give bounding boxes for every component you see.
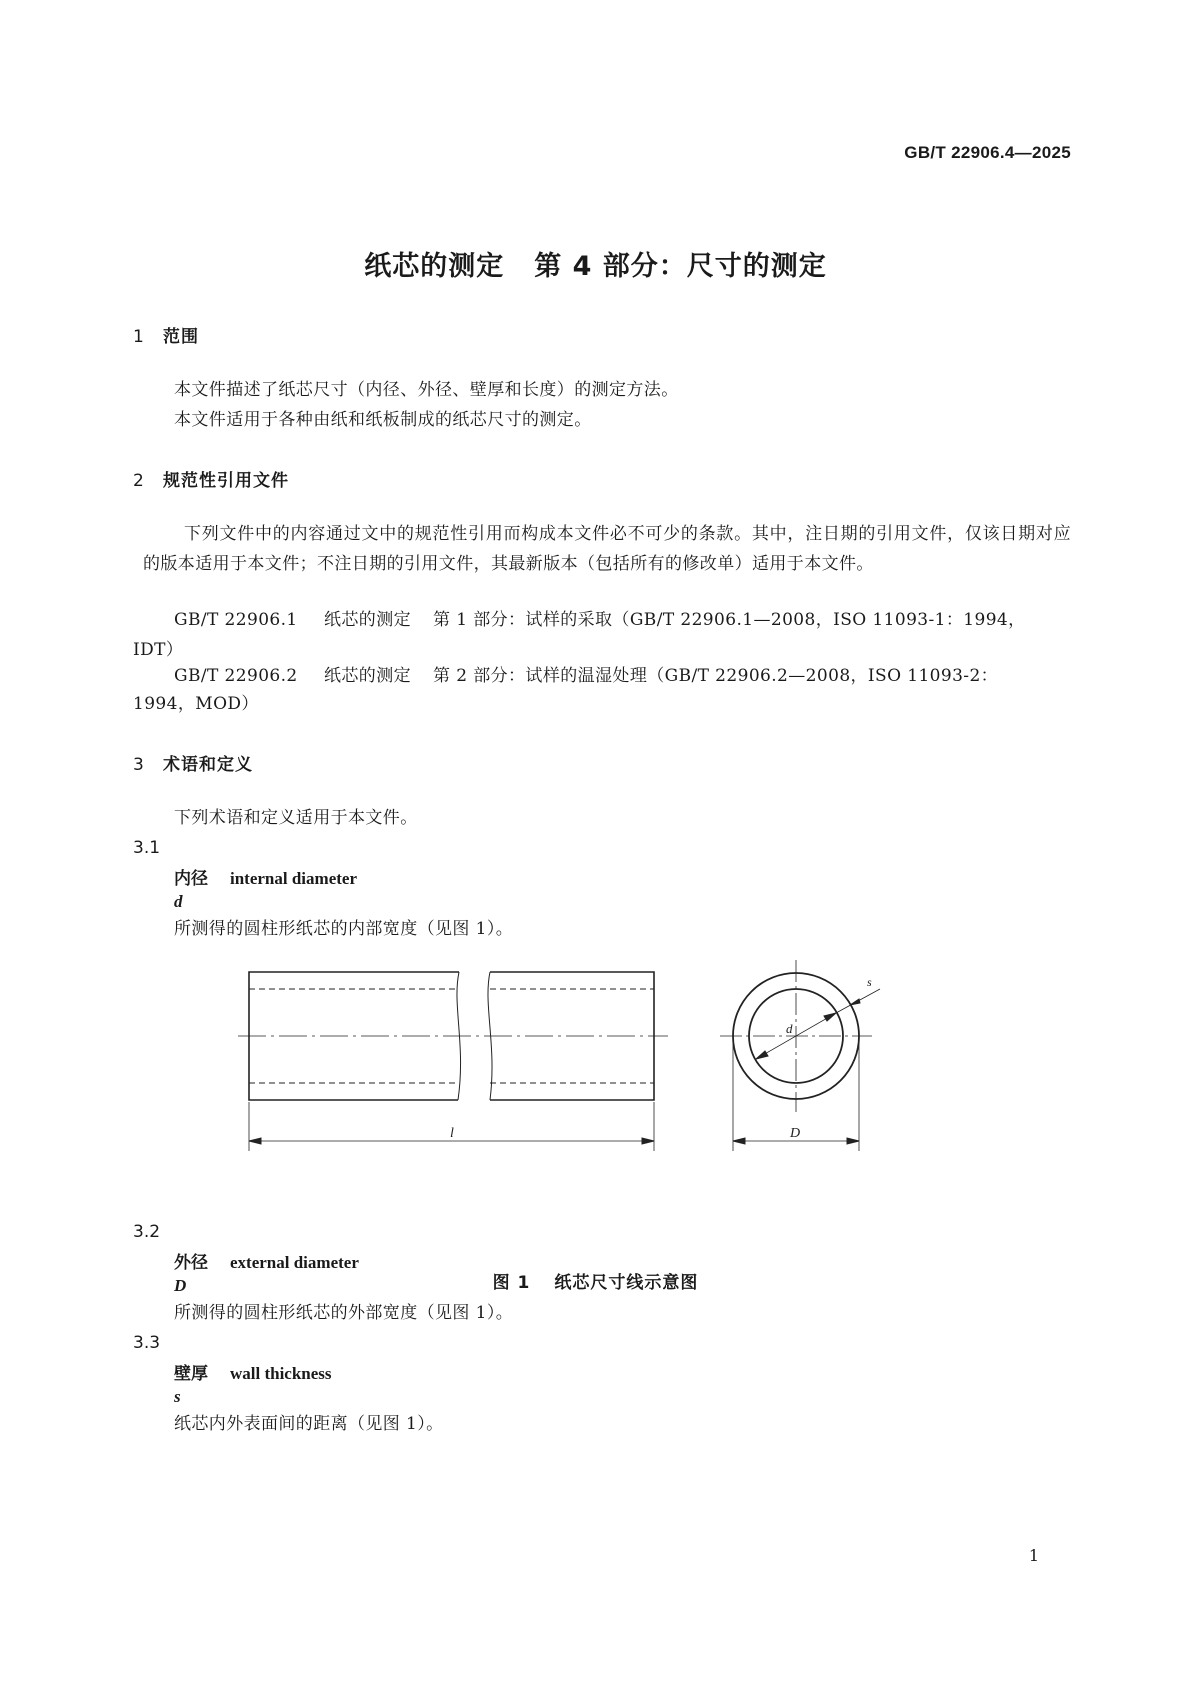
reference-part: 第 2 部分：试样的温湿处理（GB/T 22906.2—2008，ISO 11093-2： <box>433 666 999 686</box>
figure-label: 图 1 <box>492 1273 531 1293</box>
section-number: 2 <box>133 471 145 491</box>
term-symbol: s <box>174 1387 181 1406</box>
term-3-1 <box>174 864 357 889</box>
reference-title: 纸芯的测定 <box>324 666 411 686</box>
term-definition: 所测得的圆柱形纸芯的内部宽度（见图 1）。 <box>174 919 514 939</box>
term-definition: 纸芯内外表面间的距离（见图 1）。 <box>174 1414 444 1434</box>
reference-1-tail: IDT） <box>133 640 184 660</box>
title-part2: 第 4 部分：尺寸的测定 <box>534 251 827 282</box>
title-part1: 纸芯的测定 <box>364 251 505 282</box>
reference-2 <box>174 661 998 691</box>
arrow-head <box>850 999 860 1005</box>
term-3-3 <box>174 1359 332 1384</box>
section-3-intro: 下列术语和定义适用于本文件。 <box>174 808 418 828</box>
section-number: 1 <box>133 327 145 347</box>
clause-3-1: 3.1 <box>133 838 161 858</box>
reference-2-tail: 1994，MOD） <box>133 694 259 714</box>
section-1-heading <box>133 322 199 347</box>
document-title <box>0 244 1191 283</box>
arrow-head <box>733 1138 745 1144</box>
term-symbol: D <box>174 1276 187 1295</box>
figure-1-drawing <box>230 955 910 1170</box>
section-number: 3 <box>133 755 145 775</box>
term-3-2 <box>174 1248 359 1273</box>
reference-code: GB/T 22906.1 <box>174 610 298 630</box>
term-english: external diameter <box>230 1253 359 1272</box>
term-english: wall thickness <box>230 1364 332 1383</box>
section-2-heading <box>133 466 289 491</box>
term-chinese: 内径 <box>174 869 208 889</box>
arrow-head <box>756 1051 768 1059</box>
arrow-head <box>847 1138 859 1144</box>
section-3-heading <box>133 750 253 775</box>
section-1-paragraph-2: 本文件适用于各种由纸和纸板制成的纸芯尺寸的测定。 <box>174 410 592 430</box>
term-definition: 所测得的圆柱形纸芯的外部宽度（见图 1）。 <box>174 1303 514 1323</box>
section-2-intro: 下列文件中的内容通过文中的规范性引用而构成本文件必不可少的条款。其中，注日期的引用文件，仅该日期对应的版本适用于本文件；不注日期的引用文件，其最新版本（包括所有的修改单）适用于本文件。 <box>143 524 1071 574</box>
clause-3-2: 3.2 <box>133 1222 161 1242</box>
standard-number: GB/T 22906.4—2025 <box>904 143 1071 162</box>
figure-caption-text: 纸芯尺寸线示意图 <box>554 1273 699 1293</box>
label-length: l <box>450 1126 454 1141</box>
label-outer-diameter: D <box>790 1126 801 1141</box>
section-title: 术语和定义 <box>163 755 253 775</box>
term-english: internal diameter <box>230 869 357 888</box>
term-symbol: d <box>174 892 183 911</box>
core-side-view <box>238 972 668 1151</box>
term-chinese: 外径 <box>174 1253 208 1273</box>
page-number: 1 <box>1028 1546 1039 1565</box>
section-title: 范围 <box>163 327 199 347</box>
label-inner-diameter: d <box>786 1021 793 1036</box>
term-chinese: 壁厚 <box>174 1364 208 1384</box>
core-cross-section <box>720 960 880 1151</box>
reference-code: GB/T 22906.2 <box>174 666 298 686</box>
arrow-head <box>249 1138 261 1144</box>
label-wall-thickness: s <box>867 975 872 989</box>
section-title: 规范性引用文件 <box>163 471 289 491</box>
reference-part: 第 1 部分：试样的采取（GB/T 22906.1—2008，ISO 11093-1：1994， <box>433 610 1026 630</box>
section-1-paragraph-1: 本文件描述了纸芯尺寸（内径、外径、壁厚和长度）的测定方法。 <box>174 380 679 400</box>
reference-1 <box>174 605 1026 635</box>
clause-3-3: 3.3 <box>133 1333 161 1353</box>
arrow-head <box>824 1013 836 1021</box>
reference-title: 纸芯的测定 <box>324 610 411 630</box>
arrow-head <box>642 1138 654 1144</box>
